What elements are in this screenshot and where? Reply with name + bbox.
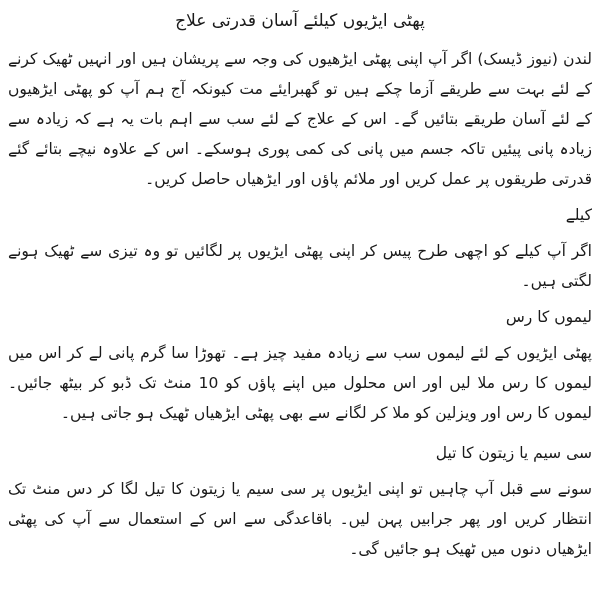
- article-title: پھٹی ایڑیوں کیلئے آسان قدرتی علاج: [175, 11, 425, 31]
- section-heading-lemon: لیموں کا رس: [505, 308, 592, 326]
- section-heading-banana: کیلے: [565, 206, 592, 224]
- section-text-banana: اگر آپ کیلے کو اچھی طرح پیس کر اپنی پھٹی ایڑیوں پر لگائیں تو وہ تیزی سے ٹھیک ہونے لگتی ہیں۔: [8, 242, 592, 290]
- section-text-oil: سونے سے قبل آپ چاہیں تو اپنی ایڑیوں پر سی سیم یا زیتون کا تیل لگا کر دس منٹ تک انتظار کریں اور پھر جرابیں پہن لیں۔ باقاعدگی سے اس کے استعمال سے آپ کی پھٹی ایڑھیاں دنوں میں ٹھیک ہو جائیں گی۔: [8, 480, 592, 558]
- section-text-lemon: پھٹی ایڑیوں کے لئے لیموں سب سے زیادہ مفید چیز ہے۔ تھوڑا سا گرم پانی لے کر اس میں لیموں کا رس ملا لیں اور اس محلول میں اپنے پاؤں کو 10 منٹ تک ڈبو کر بیٹھ جائیں۔ لیموں کا رس اور ویزلین کو ملا کر لگانے سے بھی پھٹی ایڑھیاں ٹھیک ہو جاتی ہیں۔: [8, 344, 592, 422]
- section-heading-oil: سی سیم یا زیتون کا تیل: [435, 444, 592, 462]
- intro-paragraph: لندن (نیوز ڈیسک) اگر آپ اپنی پھٹی ایڑھیوں کی وجہ سے پریشان ہیں اور انہیں ٹھیک کرنے کے لئے بہت سے طریقے آزما چکے ہیں تو گھبرایئے مت کیونکہ آج ہم آپ کو پھٹی ایڑھیوں کے لئے آسان طریقے بتائیں گے۔ اس کے علاج کے لئے سب سے اہم بات یہ ہے کہ زیادہ سے زیادہ پانی پیئیں تاکہ جسم میں پانی کی کمی پوری ہوسکے۔ اس کے علاوہ نیچے بتائے گئے قدرتی طریقوں پر عمل کریں اور ملائم پاؤں اور ایڑھیاں حاصل کریں۔: [8, 50, 592, 188]
